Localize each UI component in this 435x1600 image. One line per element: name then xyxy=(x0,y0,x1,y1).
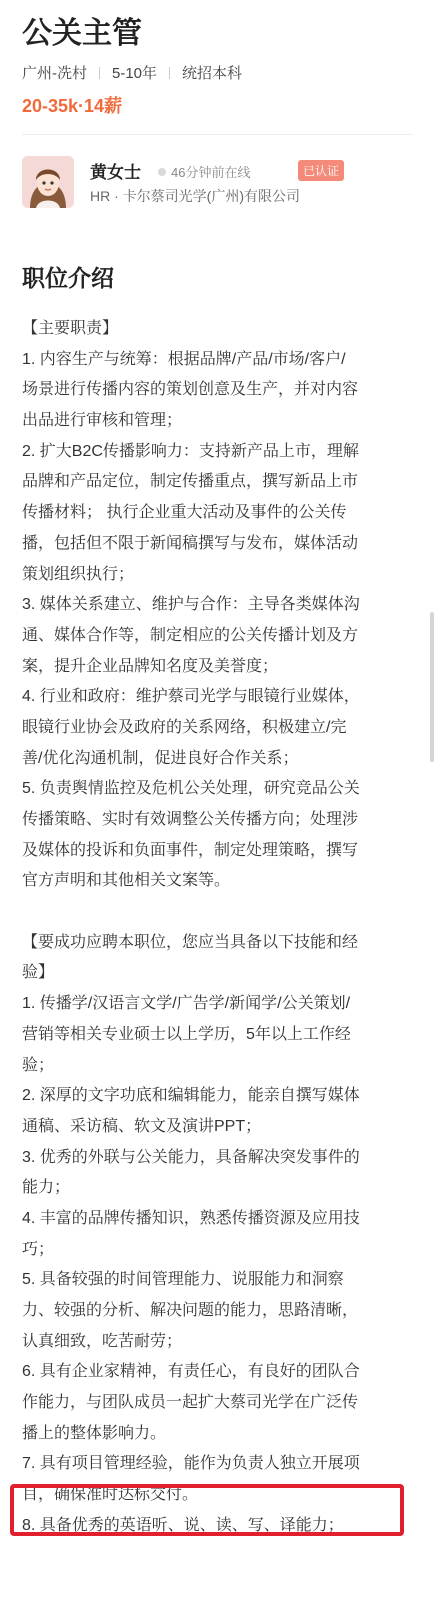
job-experience: 5-10年 xyxy=(112,65,158,82)
description-line: 1. 内容生产与统筹：根据品牌/产品/市场/客户/ xyxy=(22,350,346,368)
job-education: 统招本科 xyxy=(182,65,243,82)
job-location: 广州-冼村 xyxy=(22,65,87,82)
online-status-text: 46分钟前在线 xyxy=(171,165,251,180)
description-line: 出品进行审核和管理； xyxy=(22,412,183,430)
description-line: 通稿、采访稿、软文及演讲PPT； xyxy=(22,1117,262,1135)
online-dot-icon xyxy=(158,168,166,176)
description-line: 6. 具有企业家精神，有责任心，有良好的团队合 xyxy=(22,1363,360,1381)
recruiter-avatar[interactable] xyxy=(22,156,74,208)
recruiter-name: 黄女士 xyxy=(90,163,141,182)
description-line: 7. 具有项目管理经验，能作为负责人独立开展项 xyxy=(22,1455,360,1473)
job-salary: 20-35k·14薪 xyxy=(22,96,123,116)
description-line: 【主要职责】 xyxy=(22,320,119,337)
description-line: 8. 具备优秀的英语听、说、读、写、译能力； xyxy=(22,1516,344,1534)
description-line: 营销等相关专业硕士以上学历，5年以上工作经 xyxy=(22,1025,351,1043)
meta-divider xyxy=(99,67,100,79)
description-line: 巧； xyxy=(22,1240,55,1258)
job-description xyxy=(22,314,402,1542)
header-divider xyxy=(22,134,413,135)
description-line: 策划组织执行； xyxy=(22,565,135,583)
recruiter-card[interactable] xyxy=(22,156,412,212)
description-line: 4. 丰富的品牌传播知识，熟悉传播资源及应用技 xyxy=(22,1209,360,1227)
description-line: 验； xyxy=(22,1056,55,1074)
avatar-illustration-icon xyxy=(22,156,74,208)
description-line: 力、较强的分析、解决问题的能力，思路清晰， xyxy=(22,1302,359,1319)
description-line: 官方声明和其他相关文案等。 xyxy=(22,872,231,890)
description-line: 3. 优秀的外联与公关能力，具备解决突发事件的 xyxy=(22,1148,360,1166)
description-line: 通、媒体合作等，制定相应的公关传播计划及方 xyxy=(22,626,359,644)
description-line: 善/优化沟通机制，促进良好合作关系； xyxy=(22,749,299,767)
description-line: 传播材料； 执行企业重大活动及事件的公关传 xyxy=(22,504,347,522)
description-line: 认真细致，吃苦耐劳； xyxy=(22,1332,183,1350)
description-line: 传播策略、实时有效调整公关传播方向；处理涉 xyxy=(22,811,359,828)
description-line: 1. 传播学/汉语言文学/广告学/新闻学/公关策划/ xyxy=(22,995,351,1013)
description-line: 【要成功应聘本职位，您应当具备以下技能和经 xyxy=(22,933,359,951)
recruiter-company: HR · 卡尔蔡司光学(广州)有限公司 xyxy=(90,188,300,204)
description-line: 能力； xyxy=(22,1179,71,1197)
description-line: 作能力，与团队成员一起扩大蔡司光学在广泛传 xyxy=(22,1394,359,1412)
job-title: 公关主管 xyxy=(22,17,142,50)
description-line: 验】 xyxy=(22,964,55,982)
description-line: 2. 扩大B2C传播影响力：支持新产品上市，理解 xyxy=(22,442,359,460)
description-line: 眼镜行业协会及政府的关系网络，积极建立/完 xyxy=(22,718,347,736)
description-line: 播上的整体影响力。 xyxy=(22,1424,167,1442)
online-status xyxy=(158,162,250,181)
scrollbar[interactable] xyxy=(430,612,434,762)
description-line: 目，确保准时达标交付。 xyxy=(22,1486,199,1504)
description-line: 品牌和产品定位，制定传播重点，撰写新品上市 xyxy=(22,473,359,491)
meta-divider xyxy=(169,67,170,79)
description-line: 播，包括但不限于新闻稿撰写与发布，媒体活动 xyxy=(22,534,359,552)
description-line: 及媒体的投诉和负面事件，制定处理策略，撰写 xyxy=(22,841,359,859)
section-title: 职位介绍 xyxy=(22,265,114,291)
verified-badge: 已认证 xyxy=(298,160,344,181)
description-line: 3. 媒体关系建立、维护与合作：主导各类媒体沟 xyxy=(22,596,360,614)
description-line: 5. 具备较强的时间管理能力、说服能力和洞察 xyxy=(22,1271,344,1289)
description-line xyxy=(22,897,402,928)
highlight-annotation-box xyxy=(10,1484,404,1536)
description-line: 4. 行业和政府：维护蔡司光学与眼镜行业媒体， xyxy=(22,688,360,706)
job-meta xyxy=(22,62,242,83)
description-line: 场景进行传播内容的策划创意及生产，并对内容 xyxy=(22,381,359,399)
description-line: 5. 负责舆情监控及危机公关处理，研究竞品公关 xyxy=(22,780,360,798)
description-line: 2. 深厚的文字功底和编辑能力，能亲自撰写媒体 xyxy=(22,1087,360,1105)
description-line: 案，提升企业品牌知名度及美誉度； xyxy=(22,657,279,675)
